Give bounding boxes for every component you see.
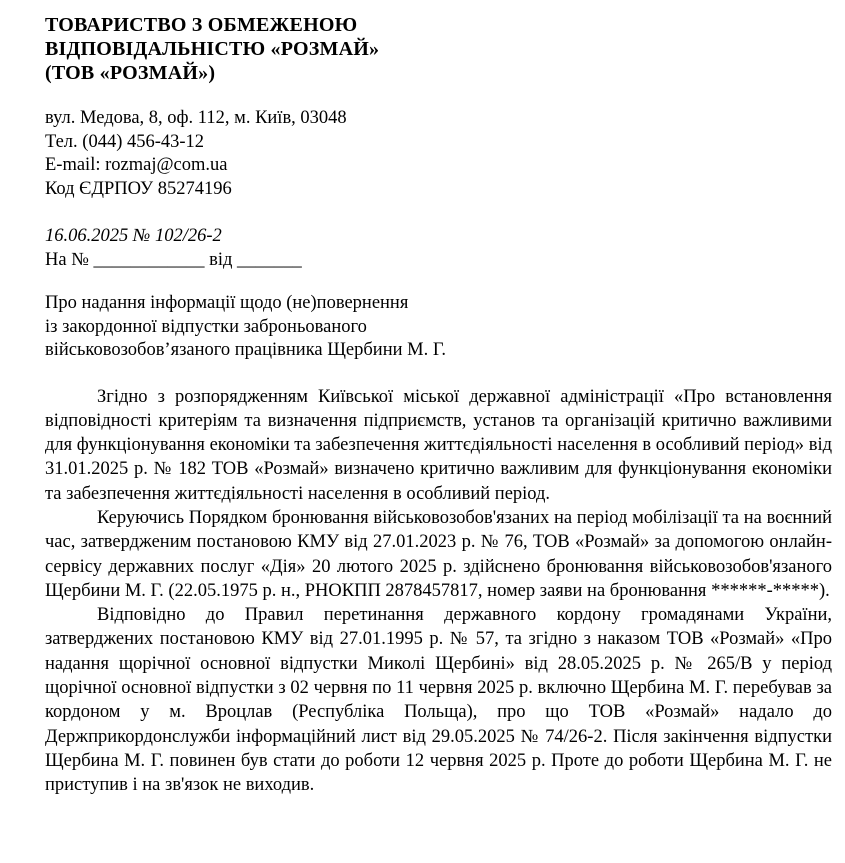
subject-line: військовозобов’язаного працівника Щербини М. Г. (45, 340, 447, 360)
subject-line: Про надання інформації щодо (не)повернення (45, 293, 409, 313)
body-paragraph: Керуючись Порядком бронювання військовозобов'язаних на період мобілізації та на воєнний час, затвердженим постановою КМУ від 27.01.2023 р. № 76, ТОВ «Розмай» за допомогою онлайн-сервісу державних послуг «Дія» 20 лютого 2025 р. здійснено бронювання військовозобов'язаного Щербини М. Г. (22.05.1975 р. н., РНОКПП 2878457817, номер заяви на бронювання ******-*****). (45, 507, 832, 601)
company-edrpou-code: Код ЄДРПОУ 85274196 (45, 178, 232, 199)
reference-block (45, 225, 832, 272)
body-paragraph: Згідно з розпорядженням Київської міської державної адміністрації «Про встановлення відповідності критеріям та визначення підприємств, установ та організацій критично важливими для функціонування економіки та забезпечення життєдіяльності населення в особливий період» від 31.01.2025 р. № 182 ТОВ «Розмай» визначено критично важливим для функціонування економіки та забезпечення життєдіяльності населення в особливий період. (45, 386, 832, 504)
reply-reference-line: На № ____________ від _______ (45, 249, 302, 270)
subject-line: із закордонної відпустки заброньованого (45, 316, 367, 337)
company-name-line: ВІДПОВІДАЛЬНІСТЮ «РОЗМАЙ» (45, 38, 380, 60)
letter-body (45, 385, 832, 798)
company-address: вул. Медова, 8, оф. 112, м. Київ, 03048 (45, 108, 347, 128)
letter-date-number: 16.06.2025 № 102/26-2 (45, 226, 222, 246)
letterhead-contact-block (45, 107, 832, 201)
company-email: E-mail: rozmaj@com.ua (45, 155, 228, 175)
company-phone: Тел. (044) 456-43-12 (45, 131, 205, 152)
letter-subject (45, 292, 832, 363)
body-paragraph: Відповідно до Правил перетинання державного кордону громадянами України, затверджених постановою КМУ від 27.01.1995 р. № 57, та згідно з наказом ТОВ «Розмай» «Про надання щорічної основної відпустки Миколі Щербині» від 28.05.2025 р. № 265/В у період щорічної основної відпустки з 02 червня по 11 червня 2025 р. включно Щербина М. Г. перебував за кордоном у м. Вроцлав (Республіка Польща), про що ТОВ «Розмай» надало до Держприкордонслужби інформаційний лист від 29.05.2025 № 74/26-2. Після закінчення відпустки Щербина М. Г. повинен був стати до роботи 12 червня 2025 р. Проте до роботи Щербина М. Г. не приступив і на зв'язок не виходив. (45, 605, 832, 796)
company-name-line: ТОВАРИСТВО З ОБМЕЖЕНОЮ (45, 14, 358, 36)
company-name-line: (ТОВ «РОЗМАЙ») (45, 62, 216, 84)
letterhead-company-name (45, 13, 832, 85)
